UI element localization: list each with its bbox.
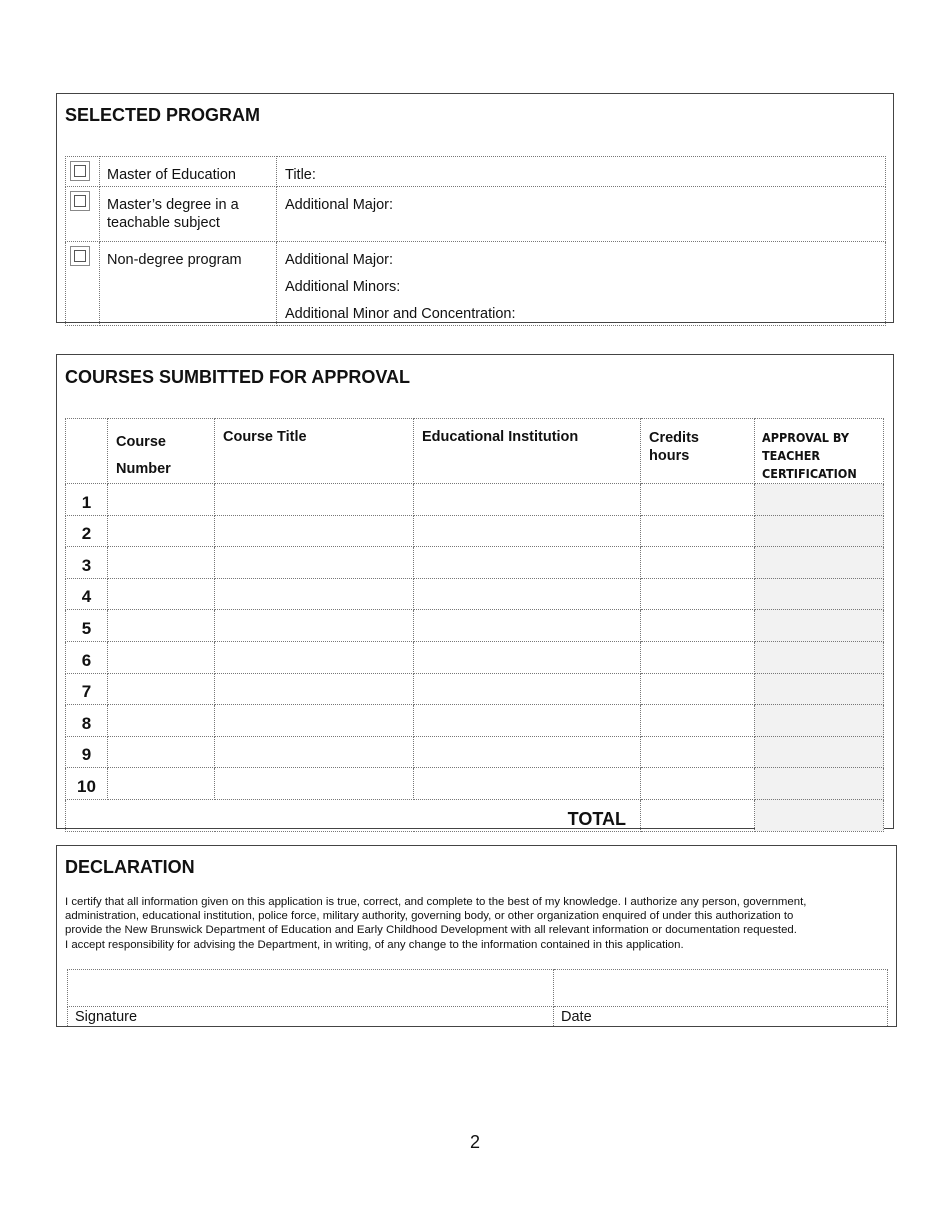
nondegree-major-field-label[interactable]: Additional Major: (285, 252, 393, 268)
course-title-cell[interactable] (215, 515, 414, 547)
course-title-cell[interactable] (215, 641, 414, 673)
course-number-cell[interactable] (108, 673, 215, 705)
course-row-number: 5 (66, 610, 108, 642)
course-row (66, 673, 884, 705)
signature-table (67, 969, 888, 1027)
courses-table (65, 418, 884, 832)
institution-cell[interactable] (414, 673, 641, 705)
course-number-cell[interactable] (108, 578, 215, 610)
institution-header: Educational Institution (422, 429, 579, 445)
additional-major-field-label[interactable]: Additional Major: (285, 197, 393, 213)
institution-cell[interactable] (414, 515, 641, 547)
approval-cell (755, 673, 884, 705)
courses-title: COURSES SUMBITTED FOR APPROVAL (65, 367, 411, 387)
approval-cell (755, 768, 884, 800)
institution-cell[interactable] (414, 641, 641, 673)
course-row-number: 2 (66, 515, 108, 547)
selected-program-section (56, 93, 894, 323)
approval-cell (755, 610, 884, 642)
credits-cell[interactable] (641, 547, 755, 579)
course-title-cell[interactable] (215, 673, 414, 705)
course-number-cell[interactable] (108, 547, 215, 579)
course-title-cell[interactable] (215, 547, 414, 579)
course-row (66, 484, 884, 516)
selected-program-title: SELECTED PROGRAM (65, 105, 261, 125)
approval-header-line1: APPROVAL BY (762, 430, 849, 445)
declaration-text-line2: administration, educational institution, police force, military authority, governing body, or other organization enquired of under this authorization to (65, 910, 794, 923)
credits-cell[interactable] (641, 641, 755, 673)
declaration-text-line4: I accept responsibility for advising the Department, in writing, of any change to the information contained in this application. (65, 938, 684, 951)
total-credits-cell[interactable] (641, 799, 755, 831)
date-field[interactable] (554, 970, 888, 1007)
nondegree-minors-field-label[interactable]: Additional Minors: (285, 279, 401, 295)
nondegree-checkbox[interactable] (70, 246, 90, 266)
course-row (66, 736, 884, 768)
course-number-cell[interactable] (108, 641, 215, 673)
courses-section (56, 354, 894, 829)
course-title-cell[interactable] (215, 578, 414, 610)
course-title-cell[interactable] (215, 484, 414, 516)
courses-header-row (66, 419, 884, 484)
course-row (66, 768, 884, 800)
date-label: Date (561, 1009, 592, 1025)
declaration-text (65, 895, 891, 952)
program-label-masters: Master’s degree in a teachable subject (107, 197, 239, 231)
credits-cell[interactable] (641, 515, 755, 547)
course-row-number: 6 (66, 641, 108, 673)
approval-cell (755, 736, 884, 768)
page-number: 2 (469, 1132, 480, 1152)
nondegree-minor-concentration-field-label[interactable]: Additional Minor and Concentration: (285, 306, 516, 322)
med-checkbox[interactable] (70, 161, 90, 181)
course-title-cell[interactable] (215, 705, 414, 737)
course-row (66, 578, 884, 610)
course-row-number: 1 (66, 484, 108, 516)
declaration-text-line3: provide the New Brunswick Department of Education and Early Childhood Development with all relevant information or documentation requested. (65, 924, 797, 937)
course-row (66, 705, 884, 737)
declaration-title: DECLARATION (65, 857, 195, 877)
course-title-cell[interactable] (215, 736, 414, 768)
course-row (66, 641, 884, 673)
approval-cell (755, 578, 884, 610)
approval-header-line3: CERTIFICATION (762, 466, 857, 481)
institution-cell[interactable] (414, 736, 641, 768)
institution-cell[interactable] (414, 547, 641, 579)
approval-cell (755, 641, 884, 673)
course-row (66, 610, 884, 642)
credits-cell[interactable] (641, 484, 755, 516)
masters-checkbox[interactable] (70, 191, 90, 211)
signature-label: Signature (75, 1009, 138, 1025)
course-number-cell[interactable] (108, 610, 215, 642)
program-row-nondegree (66, 242, 886, 326)
approval-cell (755, 705, 884, 737)
total-approval-cell (755, 799, 884, 831)
declaration-text-line1: I certify that all information given on this application is true, correct, and complete to the best of my knowledge. I authorize any person, government, (65, 896, 807, 908)
course-row (66, 547, 884, 579)
course-title-cell[interactable] (215, 610, 414, 642)
course-number-cell[interactable] (108, 736, 215, 768)
course-number-header-line2: Number (116, 461, 171, 477)
institution-cell[interactable] (414, 578, 641, 610)
approval-header-line2: TEACHER (762, 448, 821, 463)
course-number-cell[interactable] (108, 705, 215, 737)
course-row-number: 9 (66, 736, 108, 768)
credits-cell[interactable] (641, 673, 755, 705)
institution-cell[interactable] (414, 610, 641, 642)
institution-cell[interactable] (414, 705, 641, 737)
course-row-number: 3 (66, 547, 108, 579)
course-number-cell[interactable] (108, 768, 215, 800)
course-row-number: 4 (66, 578, 108, 610)
approval-cell (755, 547, 884, 579)
program-table (65, 156, 886, 326)
program-label-nondegree: Non-degree program (107, 252, 242, 268)
institution-cell[interactable] (414, 484, 641, 516)
declaration-section (56, 845, 897, 1027)
course-row-number: 10 (66, 768, 108, 800)
course-number-header-line1: Course (116, 434, 166, 450)
course-number-cell[interactable] (108, 484, 215, 516)
institution-cell[interactable] (414, 768, 641, 800)
title-field-label[interactable]: Title: (285, 167, 316, 183)
credits-cell[interactable] (641, 736, 755, 768)
credits-cell[interactable] (641, 578, 755, 610)
course-title-cell[interactable] (215, 768, 414, 800)
course-number-cell[interactable] (108, 515, 215, 547)
program-label-med: Master of Education (107, 167, 236, 183)
credits-cell[interactable] (641, 768, 755, 800)
course-row-number: 8 (66, 705, 108, 737)
credits-header-line2: hours (649, 448, 690, 464)
course-row-number: 7 (66, 673, 108, 705)
approval-cell (755, 515, 884, 547)
total-label: TOTAL (567, 808, 626, 829)
program-row-masters (66, 187, 886, 242)
course-row (66, 515, 884, 547)
signature-field[interactable] (68, 970, 554, 1007)
credits-header-line1: Credits (649, 430, 699, 446)
total-row (66, 799, 884, 831)
credits-cell[interactable] (641, 705, 755, 737)
program-row-med (66, 157, 886, 187)
credits-cell[interactable] (641, 610, 755, 642)
approval-cell (755, 484, 884, 516)
course-title-header: Course Title (223, 429, 307, 445)
